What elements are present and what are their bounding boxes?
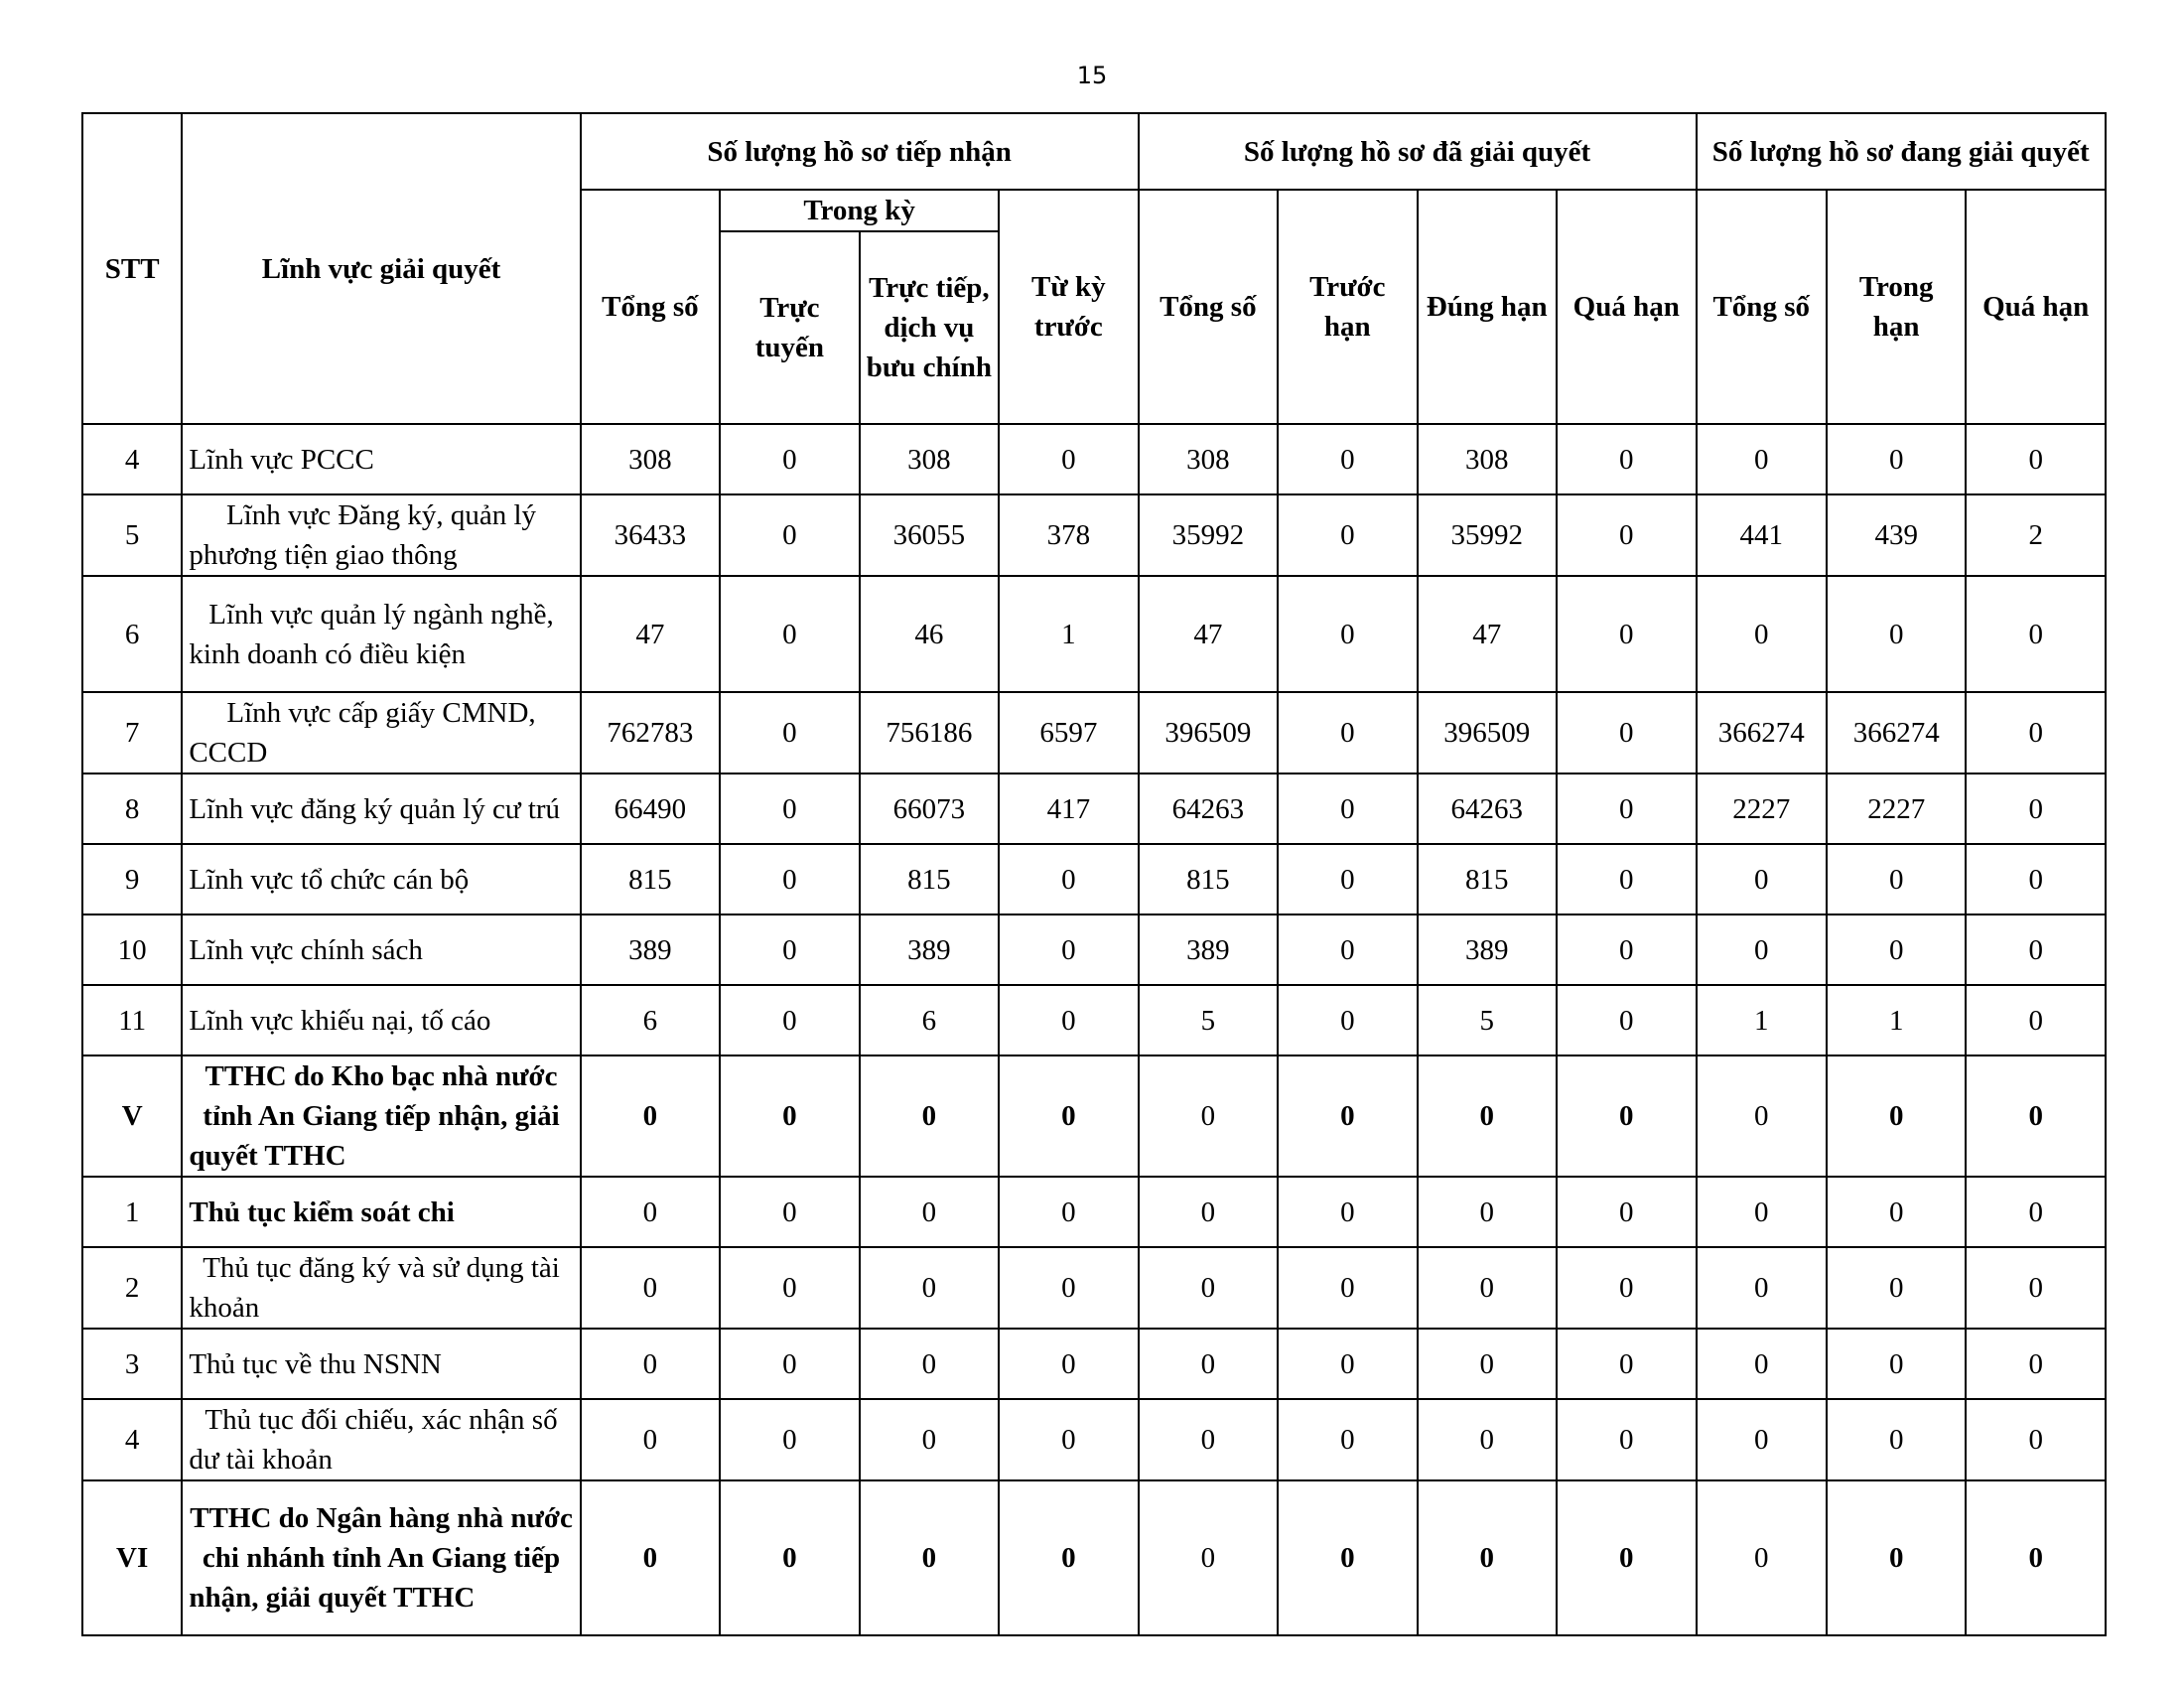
row-value: 0 bbox=[1278, 985, 1417, 1055]
statistics-table bbox=[81, 112, 2107, 1636]
row-value: 815 bbox=[1418, 844, 1557, 914]
table-row bbox=[82, 844, 2106, 914]
row-value: 0 bbox=[1557, 1247, 1697, 1329]
row-value: 0 bbox=[581, 1177, 720, 1247]
row-value: 0 bbox=[1557, 576, 1697, 692]
table-row bbox=[82, 1480, 2106, 1635]
row-value: 0 bbox=[1278, 774, 1417, 844]
row-value: 396509 bbox=[1418, 692, 1557, 774]
row-value: 5 bbox=[1418, 985, 1557, 1055]
row-value: 0 bbox=[1966, 985, 2106, 1055]
row-value: 0 bbox=[999, 1247, 1139, 1329]
row-value: 366274 bbox=[1827, 692, 1966, 774]
row-field: Thủ tục đăng ký và sử dụng tài khoản bbox=[182, 1247, 580, 1329]
row-value: 0 bbox=[1557, 1055, 1697, 1177]
row-value: 396509 bbox=[1139, 692, 1278, 774]
row-value: 6597 bbox=[999, 692, 1139, 774]
row-value: 0 bbox=[1278, 914, 1417, 985]
table-row bbox=[82, 692, 2106, 774]
row-value: 815 bbox=[860, 844, 999, 914]
row-value: 756186 bbox=[860, 692, 999, 774]
row-field: Thủ tục kiểm soát chi bbox=[182, 1177, 580, 1247]
row-value: 0 bbox=[1827, 576, 1966, 692]
row-value: 47 bbox=[1418, 576, 1557, 692]
header-pending-group: Số lượng hồ sơ đang giải quyết bbox=[1697, 113, 2106, 190]
row-value: 0 bbox=[1697, 424, 1827, 494]
row-value: 36433 bbox=[581, 494, 720, 576]
row-value: 2 bbox=[1966, 494, 2106, 576]
row-value: 6 bbox=[860, 985, 999, 1055]
row-stt: 8 bbox=[82, 774, 182, 844]
row-value: 0 bbox=[720, 1480, 859, 1635]
row-value: 0 bbox=[1418, 1177, 1557, 1247]
row-stt: 10 bbox=[82, 914, 182, 985]
row-value: 0 bbox=[1418, 1055, 1557, 1177]
row-value: 0 bbox=[1418, 1247, 1557, 1329]
row-value: 0 bbox=[1827, 1055, 1966, 1177]
row-value: 0 bbox=[1418, 1480, 1557, 1635]
table-row bbox=[82, 774, 2106, 844]
row-stt: 11 bbox=[82, 985, 182, 1055]
row-value: 0 bbox=[581, 1055, 720, 1177]
header-direct-postal: Trực tiếp, dịch vụ bưu chính bbox=[860, 231, 999, 424]
header-from-previous: Từ kỳ trước bbox=[999, 190, 1139, 424]
row-value: 0 bbox=[1139, 1399, 1278, 1480]
row-value: 389 bbox=[581, 914, 720, 985]
table-row bbox=[82, 914, 2106, 985]
row-value: 0 bbox=[1557, 424, 1697, 494]
row-value: 0 bbox=[1557, 1480, 1697, 1635]
table-row bbox=[82, 985, 2106, 1055]
row-value: 0 bbox=[720, 424, 859, 494]
row-value: 389 bbox=[1418, 914, 1557, 985]
row-value: 47 bbox=[581, 576, 720, 692]
row-value: 0 bbox=[1966, 424, 2106, 494]
table-row bbox=[82, 1399, 2106, 1480]
table-row bbox=[82, 1329, 2106, 1399]
row-value: 0 bbox=[999, 1399, 1139, 1480]
row-value: 0 bbox=[1278, 692, 1417, 774]
row-value: 66490 bbox=[581, 774, 720, 844]
row-value: 0 bbox=[1697, 844, 1827, 914]
row-value: 46 bbox=[860, 576, 999, 692]
table-row bbox=[82, 424, 2106, 494]
header-resolved-overdue: Quá hạn bbox=[1557, 190, 1697, 424]
row-value: 0 bbox=[1278, 844, 1417, 914]
row-value: 0 bbox=[999, 844, 1139, 914]
row-value: 0 bbox=[1697, 1055, 1827, 1177]
row-value: 0 bbox=[1278, 576, 1417, 692]
row-value: 0 bbox=[1418, 1329, 1557, 1399]
row-stt: 4 bbox=[82, 424, 182, 494]
table-header bbox=[82, 113, 2106, 424]
row-value: 0 bbox=[1278, 1399, 1417, 1480]
row-value: 0 bbox=[1966, 1177, 2106, 1247]
row-value: 0 bbox=[860, 1177, 999, 1247]
row-stt: 6 bbox=[82, 576, 182, 692]
row-value: 5 bbox=[1139, 985, 1278, 1055]
row-field: Lĩnh vực Đăng ký, quản lý phương tiện giao thông bbox=[182, 494, 580, 576]
header-received-total: Tổng số bbox=[581, 190, 720, 424]
row-stt: 9 bbox=[82, 844, 182, 914]
row-value: 815 bbox=[1139, 844, 1278, 914]
row-value: 0 bbox=[1139, 1055, 1278, 1177]
row-value: 35992 bbox=[1418, 494, 1557, 576]
table-row bbox=[82, 494, 2106, 576]
row-value: 441 bbox=[1697, 494, 1827, 576]
row-value: 0 bbox=[1827, 1329, 1966, 1399]
row-value: 0 bbox=[1557, 985, 1697, 1055]
row-value: 0 bbox=[999, 914, 1139, 985]
table-body bbox=[82, 424, 2106, 1635]
row-value: 2227 bbox=[1697, 774, 1827, 844]
row-stt: 5 bbox=[82, 494, 182, 576]
row-value: 0 bbox=[1557, 692, 1697, 774]
row-value: 0 bbox=[1557, 774, 1697, 844]
row-value: 378 bbox=[999, 494, 1139, 576]
row-value: 0 bbox=[1697, 1247, 1827, 1329]
row-stt: VI bbox=[82, 1480, 182, 1635]
row-value: 0 bbox=[860, 1247, 999, 1329]
row-field: Lĩnh vực tổ chức cán bộ bbox=[182, 844, 580, 914]
row-value: 2227 bbox=[1827, 774, 1966, 844]
header-received-group: Số lượng hồ sơ tiếp nhận bbox=[581, 113, 1139, 190]
row-value: 0 bbox=[1139, 1480, 1278, 1635]
row-stt: 2 bbox=[82, 1247, 182, 1329]
row-value: 0 bbox=[860, 1055, 999, 1177]
row-value: 439 bbox=[1827, 494, 1966, 576]
row-value: 0 bbox=[1278, 424, 1417, 494]
row-field: Thủ tục về thu NSNN bbox=[182, 1329, 580, 1399]
row-value: 308 bbox=[1139, 424, 1278, 494]
row-value: 0 bbox=[1139, 1177, 1278, 1247]
row-value: 0 bbox=[1827, 844, 1966, 914]
row-value: 417 bbox=[999, 774, 1139, 844]
row-value: 0 bbox=[581, 1247, 720, 1329]
row-value: 0 bbox=[720, 914, 859, 985]
row-value: 0 bbox=[1827, 1399, 1966, 1480]
row-value: 0 bbox=[720, 1247, 859, 1329]
row-value: 389 bbox=[860, 914, 999, 985]
row-value: 0 bbox=[860, 1329, 999, 1399]
header-pending-total: Tổng số bbox=[1697, 190, 1827, 424]
page-number: 15 bbox=[1076, 62, 1108, 89]
row-field: Lĩnh vực khiếu nại, tố cáo bbox=[182, 985, 580, 1055]
row-value: 366274 bbox=[1697, 692, 1827, 774]
row-value: 0 bbox=[1278, 494, 1417, 576]
row-value: 0 bbox=[720, 1055, 859, 1177]
row-field: Thủ tục đối chiếu, xác nhận số dư tài khoản bbox=[182, 1399, 580, 1480]
row-value: 308 bbox=[1418, 424, 1557, 494]
row-value: 0 bbox=[1827, 424, 1966, 494]
row-value: 308 bbox=[860, 424, 999, 494]
row-value: 0 bbox=[1697, 1399, 1827, 1480]
row-value: 0 bbox=[1557, 1399, 1697, 1480]
row-value: 0 bbox=[999, 1480, 1139, 1635]
row-value: 0 bbox=[1966, 1480, 2106, 1635]
row-value: 0 bbox=[581, 1329, 720, 1399]
row-stt: V bbox=[82, 1055, 182, 1177]
row-value: 308 bbox=[581, 424, 720, 494]
row-value: 0 bbox=[1697, 1480, 1827, 1635]
header-field: Lĩnh vực giải quyết bbox=[182, 113, 580, 424]
row-field: Lĩnh vực cấp giấy CMND, CCCD bbox=[182, 692, 580, 774]
row-value: 0 bbox=[999, 424, 1139, 494]
row-value: 0 bbox=[581, 1399, 720, 1480]
row-stt: 4 bbox=[82, 1399, 182, 1480]
row-value: 0 bbox=[720, 576, 859, 692]
row-value: 0 bbox=[720, 985, 859, 1055]
row-field: Lĩnh vực PCCC bbox=[182, 424, 580, 494]
row-value: 0 bbox=[1966, 1329, 2106, 1399]
header-pending-overdue: Quá hạn bbox=[1966, 190, 2106, 424]
row-value: 0 bbox=[1966, 914, 2106, 985]
header-within-deadline: Trong hạn bbox=[1827, 190, 1966, 424]
row-field: TTHC do Ngân hàng nhà nước chi nhánh tỉnh An Giang tiếp nhận, giải quyết TTHC bbox=[182, 1480, 580, 1635]
row-value: 0 bbox=[999, 1329, 1139, 1399]
row-value: 0 bbox=[1697, 1177, 1827, 1247]
row-value: 0 bbox=[1557, 1329, 1697, 1399]
row-value: 762783 bbox=[581, 692, 720, 774]
row-value: 64263 bbox=[1139, 774, 1278, 844]
row-value: 0 bbox=[1278, 1247, 1417, 1329]
row-value: 1 bbox=[1697, 985, 1827, 1055]
row-value: 0 bbox=[1966, 1055, 2106, 1177]
row-value: 815 bbox=[581, 844, 720, 914]
row-value: 0 bbox=[999, 985, 1139, 1055]
row-value: 0 bbox=[1697, 576, 1827, 692]
row-value: 47 bbox=[1139, 576, 1278, 692]
row-value: 0 bbox=[1966, 774, 2106, 844]
header-in-period: Trong kỳ bbox=[720, 190, 999, 231]
row-value: 0 bbox=[860, 1399, 999, 1480]
row-value: 1 bbox=[1827, 985, 1966, 1055]
table-row bbox=[82, 1055, 2106, 1177]
row-stt: 1 bbox=[82, 1177, 182, 1247]
row-value: 0 bbox=[720, 692, 859, 774]
row-value: 0 bbox=[1966, 844, 2106, 914]
row-value: 0 bbox=[720, 774, 859, 844]
row-value: 0 bbox=[1966, 1399, 2106, 1480]
row-value: 0 bbox=[999, 1055, 1139, 1177]
header-resolved-total: Tổng số bbox=[1139, 190, 1278, 424]
row-value: 0 bbox=[1827, 1247, 1966, 1329]
row-value: 66073 bbox=[860, 774, 999, 844]
row-value: 0 bbox=[1966, 1247, 2106, 1329]
row-value: 0 bbox=[1278, 1329, 1417, 1399]
header-stt: STT bbox=[82, 113, 182, 424]
row-value: 0 bbox=[1139, 1329, 1278, 1399]
header-resolved-group: Số lượng hồ sơ đã giải quyết bbox=[1139, 113, 1697, 190]
header-online: Trực tuyến bbox=[720, 231, 859, 424]
row-value: 0 bbox=[720, 1177, 859, 1247]
table-row bbox=[82, 1247, 2106, 1329]
row-value: 0 bbox=[581, 1480, 720, 1635]
row-field: TTHC do Kho bạc nhà nước tỉnh An Giang tiếp nhận, giải quyết TTHC bbox=[182, 1055, 580, 1177]
row-value: 0 bbox=[1557, 494, 1697, 576]
row-value: 0 bbox=[1827, 1480, 1966, 1635]
row-value: 0 bbox=[1278, 1177, 1417, 1247]
row-value: 389 bbox=[1139, 914, 1278, 985]
row-value: 0 bbox=[720, 494, 859, 576]
row-value: 0 bbox=[1278, 1055, 1417, 1177]
row-value: 36055 bbox=[860, 494, 999, 576]
row-value: 0 bbox=[720, 844, 859, 914]
row-value: 0 bbox=[1827, 914, 1966, 985]
row-value: 0 bbox=[720, 1399, 859, 1480]
row-value: 0 bbox=[1278, 1480, 1417, 1635]
row-value: 0 bbox=[1557, 844, 1697, 914]
row-value: 0 bbox=[1557, 914, 1697, 985]
row-value: 1 bbox=[999, 576, 1139, 692]
row-field: Lĩnh vực chính sách bbox=[182, 914, 580, 985]
row-value: 35992 bbox=[1139, 494, 1278, 576]
row-field: Lĩnh vực đăng ký quản lý cư trú bbox=[182, 774, 580, 844]
row-value: 6 bbox=[581, 985, 720, 1055]
row-stt: 3 bbox=[82, 1329, 182, 1399]
row-field: Lĩnh vực quản lý ngành nghề, kinh doanh có điều kiện bbox=[182, 576, 580, 692]
table-row bbox=[82, 1177, 2106, 1247]
row-value: 0 bbox=[1418, 1399, 1557, 1480]
row-value: 0 bbox=[1139, 1247, 1278, 1329]
header-before-deadline: Trước hạn bbox=[1278, 190, 1417, 424]
header-on-time: Đúng hạn bbox=[1418, 190, 1557, 424]
row-value: 0 bbox=[720, 1329, 859, 1399]
row-value: 0 bbox=[1697, 914, 1827, 985]
row-value: 0 bbox=[1966, 692, 2106, 774]
row-value: 0 bbox=[999, 1177, 1139, 1247]
row-value: 0 bbox=[1557, 1177, 1697, 1247]
row-value: 0 bbox=[860, 1480, 999, 1635]
row-stt: 7 bbox=[82, 692, 182, 774]
row-value: 0 bbox=[1697, 1329, 1827, 1399]
table-row bbox=[82, 576, 2106, 692]
row-value: 0 bbox=[1966, 576, 2106, 692]
row-value: 0 bbox=[1827, 1177, 1966, 1247]
row-value: 64263 bbox=[1418, 774, 1557, 844]
